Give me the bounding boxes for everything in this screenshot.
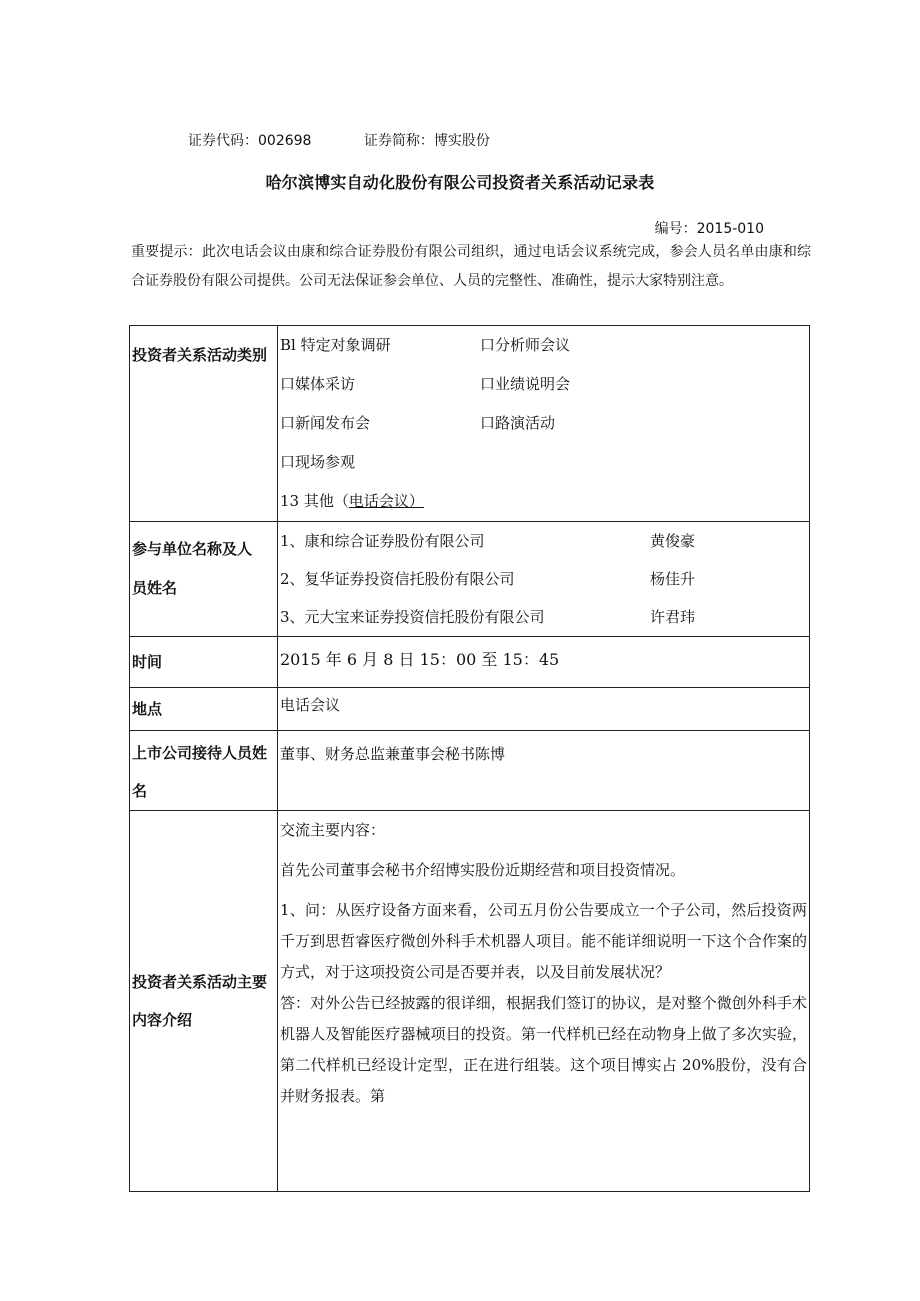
option-specific-research[interactable]: Bl 特定对象调研	[280, 336, 391, 354]
participant-person: 黄俊豪	[650, 532, 696, 550]
activity-type-options	[278, 326, 809, 521]
time-label: 时间	[132, 653, 163, 671]
option-other-text: 电话会议）	[348, 492, 424, 510]
row-participants	[130, 522, 810, 637]
participants-list	[278, 522, 809, 636]
row-main-content	[130, 811, 810, 1192]
record-table	[129, 325, 810, 1192]
participant-person: 杨佳升	[650, 570, 696, 588]
reception-value: 董事、财务总监兼董事会秘书陈博	[280, 745, 506, 763]
option-other-prefix: 13 其他（	[280, 492, 349, 510]
activity-type-label: 投资者关系活动类别	[132, 346, 268, 364]
participant-org: 3、元大宝来证券投资信托股份有限公司	[280, 608, 545, 626]
row-activity-type	[130, 326, 810, 522]
important-notice: 重要提示：此次电话会议由康和综合证券股份有限公司组织，通过电话会议系统完成，参会人员名单由康和综合证券股份有限公司提供。公司无法保证参会单位、人员的完整性、准确性，提示大家特别注意。	[131, 244, 811, 289]
participants-label: 参与单位名称及人员姓名	[132, 540, 253, 597]
record-number: 编号：2015-010	[654, 221, 764, 237]
option-roadshow[interactable]: 口路演活动	[480, 414, 556, 432]
participant-row	[280, 598, 809, 636]
securities-code: 证券代码：002698	[188, 133, 312, 149]
participant-row	[280, 560, 809, 598]
option-results-briefing[interactable]: 口业绩说明会	[480, 375, 571, 393]
main-content-label: 投资者关系活动主要内容介绍	[132, 973, 268, 1029]
option-analyst-meeting[interactable]: 口分析师会议	[480, 336, 571, 354]
main-content-body	[278, 811, 809, 1114]
securities-abbreviation: 证券简称：博实股份	[363, 133, 490, 149]
option-other[interactable]	[280, 482, 680, 521]
time-value: 2015 年 6 月 8 日 15：00 至 15：45	[280, 650, 560, 669]
row-location	[130, 688, 810, 731]
answer-1: 答：对外公告已经披露的很详细，根据我们签订的协议，是对整个微创外科手术机器人及智能医疗器械项目的投资。第一代样机已经在动物身上做了多次实验，第二代样机已经设计定型，正在进行组装。这个项目博实占 20%股份，没有合并财务报表。第	[280, 994, 807, 1105]
row-reception	[130, 731, 810, 811]
option-site-visit[interactable]: 口现场参观	[280, 453, 356, 471]
main-content-intro: 首先公司董事会秘书介绍博实股份近期经营和项目投资情况。	[280, 861, 686, 879]
securities-header	[188, 130, 490, 150]
document-title: 哈尔滨博实自动化股份有限公司投资者关系活动记录表	[265, 173, 655, 192]
main-content-heading: 交流主要内容：	[280, 821, 386, 839]
participant-person: 许君玮	[650, 608, 696, 626]
reception-label: 上市公司接待人员姓名	[132, 744, 268, 800]
option-press-conference[interactable]: 口新闻发布会	[280, 414, 371, 432]
participant-row	[280, 522, 809, 560]
location-label: 地点	[132, 700, 163, 718]
option-media-interview[interactable]: 口媒体采访	[280, 375, 356, 393]
question-1: 1、问：从医疗设备方面来看，公司五月份公告要成立一个子公司，然后投资两千万到思哲睿医疗微创外科手术机器人项目。能不能详细说明一下这个合作案的方式，对于这项投资公司是否要并表，以及目前发展状况？	[280, 901, 807, 981]
participant-org: 2、复华证券投资信托股份有限公司	[280, 570, 515, 588]
location-value: 电话会议	[280, 696, 341, 714]
row-time	[130, 637, 810, 688]
participant-org: 1、康和综合证券股份有限公司	[280, 532, 485, 550]
